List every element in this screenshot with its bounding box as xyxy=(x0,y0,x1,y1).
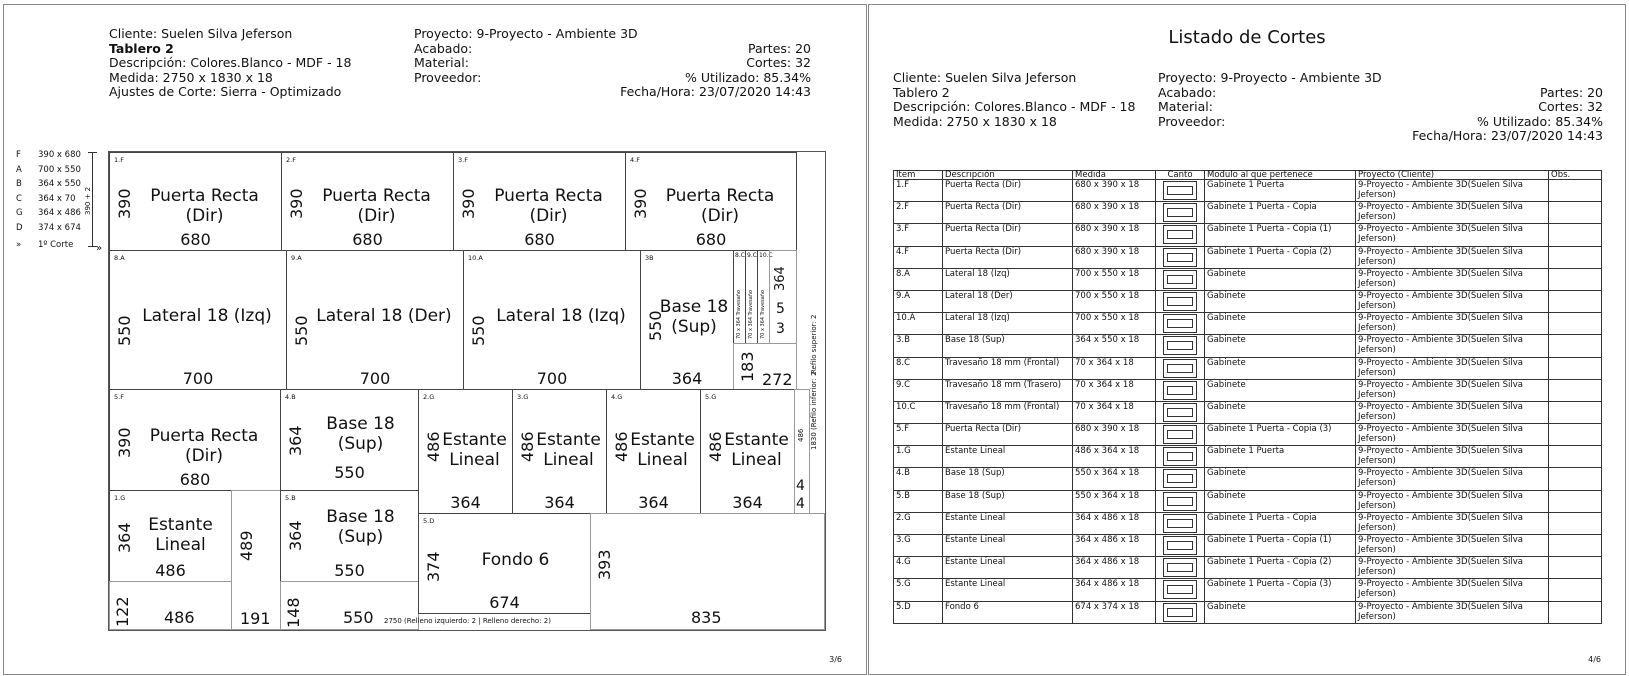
cell-notes xyxy=(1549,246,1602,268)
edge-diagram-icon xyxy=(1163,469,1197,488)
cell-notes xyxy=(1549,335,1602,357)
legend-item: D 374 x 674 xyxy=(16,222,81,233)
cell-notes xyxy=(1549,601,1602,623)
table-row[interactable] xyxy=(894,268,1602,290)
piece-1G[interactable]: 1.G 364 Estante Lineal 486 xyxy=(109,490,232,582)
cell-project: 9-Proyecto - Ambiente 3D(Suelen Silva Jeferson) xyxy=(1356,180,1549,202)
cuts-count: Cortes: 32 xyxy=(1538,99,1603,114)
offcut-364: 364 5 3 xyxy=(769,250,797,344)
offcut-835: 393 835 xyxy=(590,513,825,630)
cut-list-table xyxy=(893,170,1602,624)
offcut-272: 183 272 xyxy=(733,343,797,390)
cell-size: 364 x 486 x 18 xyxy=(1073,579,1156,601)
first-cut-dimension-line xyxy=(92,152,93,246)
cell-description: Travesaño 18 mm (Frontal) xyxy=(943,401,1073,423)
cell-description: Estante Lineal xyxy=(943,535,1073,557)
cell-notes xyxy=(1549,202,1602,224)
edge-diagram-icon xyxy=(1163,558,1197,577)
cell-item: 3.B xyxy=(894,335,943,357)
cell-size: 680 x 390 x 18 xyxy=(1073,202,1156,224)
cell-notes xyxy=(1549,268,1602,290)
cell-description: Puerta Recta (Dir) xyxy=(943,224,1073,246)
piece-8A[interactable]: 8.A 550 Lateral 18 (Izq) 700 xyxy=(109,250,287,390)
parts-count: Partes: 20 xyxy=(748,40,811,56)
client-line: Cliente: Suelen Silva Jeferson xyxy=(893,70,1077,85)
edge-diagram-icon xyxy=(1163,292,1197,311)
description-line: Descripción: Colores.Blanco - MDF - 18 xyxy=(893,99,1136,114)
table-row[interactable] xyxy=(894,468,1602,490)
piece-3G[interactable]: 3.G 486 Estante Lineal 364 xyxy=(512,389,607,514)
cut-list-page xyxy=(868,4,1626,675)
cell-notes xyxy=(1549,357,1602,379)
cell-project: 9-Proyecto - Ambiente 3D(Suelen Silva Jeferson) xyxy=(1356,313,1549,335)
cell-notes xyxy=(1549,557,1602,579)
cell-module: Gabinete xyxy=(1205,468,1356,490)
cell-description: Puerta Recta (Dir) xyxy=(943,246,1073,268)
edge-diagram-icon xyxy=(1163,248,1197,267)
piece-1F[interactable]: 1.F 390 Puerta Recta (Dir) 680 xyxy=(109,152,282,251)
cell-description: Puerta Recta (Dir) xyxy=(943,424,1073,446)
cell-description: Estante Lineal xyxy=(943,579,1073,601)
cell-item: 8.C xyxy=(894,357,943,379)
col-edge: Canto xyxy=(1156,171,1205,180)
piece-10C[interactable]: 10.C 70 x 364 Travesaño xyxy=(757,250,770,344)
size-line: Medida: 2750 x 1830 x 18 xyxy=(109,69,273,85)
table-row[interactable] xyxy=(894,313,1602,335)
cell-item: 4.F xyxy=(894,246,943,268)
piece-4B[interactable]: 4.B 364 Base 18 (Sup) 550 xyxy=(280,389,419,491)
cell-edge xyxy=(1156,579,1205,601)
cell-project: 9-Proyecto - Ambiente 3D(Suelen Silva Jeferson) xyxy=(1356,357,1549,379)
table-row[interactable] xyxy=(894,246,1602,268)
cell-project: 9-Proyecto - Ambiente 3D(Suelen Silva Jeferson) xyxy=(1356,446,1549,468)
cell-item: 9.A xyxy=(894,290,943,312)
cell-project: 9-Proyecto - Ambiente 3D(Suelen Silva Jeferson) xyxy=(1356,379,1549,401)
page-number: 3/6 xyxy=(829,655,842,664)
cell-edge xyxy=(1156,180,1205,202)
height-trim-caption: 1830 (Refilo inferior: 2 xyxy=(810,371,818,450)
edge-diagram-icon xyxy=(1163,181,1197,200)
supplier-line: Proveedor: xyxy=(1158,113,1226,129)
piece-2F[interactable]: 2.F 390 Puerta Recta (Dir) 680 xyxy=(281,152,454,251)
cell-size: 70 x 364 x 18 xyxy=(1073,357,1156,379)
cell-size: 700 x 550 x 18 xyxy=(1073,290,1156,312)
client-line: Cliente: Suelen Silva Jeferson xyxy=(109,26,293,41)
cell-module: Gabinete xyxy=(1205,290,1356,312)
cell-notes xyxy=(1549,401,1602,423)
table-row[interactable] xyxy=(894,202,1602,224)
dimension-tick xyxy=(88,152,97,153)
cell-item: 2.F xyxy=(894,202,943,224)
project-line: Proyecto: 9-Proyecto - Ambiente 3D xyxy=(414,26,638,41)
cell-edge xyxy=(1156,535,1205,557)
cell-edge xyxy=(1156,335,1205,357)
cell-module: Gabinete xyxy=(1205,601,1356,623)
table-row[interactable] xyxy=(894,579,1602,601)
table-row[interactable] xyxy=(894,490,1602,512)
table-row[interactable] xyxy=(894,224,1602,246)
first-cut-arrow-icon: » xyxy=(96,243,103,254)
cell-description: Travesaño 18 mm (Frontal) xyxy=(943,357,1073,379)
cell-notes xyxy=(1549,224,1602,246)
cell-module: Gabinete 1 Puerta - Copia (1) xyxy=(1205,224,1356,246)
piece-5F[interactable]: 5.F 390 Puerta Recta (Dir) 680 xyxy=(109,389,281,491)
cell-size: 550 x 364 x 18 xyxy=(1073,468,1156,490)
piece-5D[interactable]: 5.D 374 Fondo 6 674 xyxy=(418,513,591,614)
cell-item: 3.G xyxy=(894,535,943,557)
cell-edge xyxy=(1156,468,1205,490)
top-trim-caption: Refilo superior: 2 xyxy=(810,314,818,374)
cell-module: Gabinete xyxy=(1205,335,1356,357)
cell-project: 9-Proyecto - Ambiente 3D(Suelen Silva Jeferson) xyxy=(1356,246,1549,268)
cell-edge xyxy=(1156,601,1205,623)
cell-size: 550 x 364 x 18 xyxy=(1073,490,1156,512)
cell-module: Gabinete xyxy=(1205,268,1356,290)
cell-notes xyxy=(1549,535,1602,557)
finish-line: Acabado: xyxy=(414,40,473,56)
cell-project: 9-Proyecto - Ambiente 3D(Suelen Silva Jeferson) xyxy=(1356,335,1549,357)
cell-size: 680 x 390 x 18 xyxy=(1073,246,1156,268)
cell-project: 9-Proyecto - Ambiente 3D(Suelen Silva Jeferson) xyxy=(1356,557,1549,579)
usage-percent: % Utilizado: 85.34% xyxy=(1477,113,1603,129)
piece-3F[interactable]: 3.F 390 Puerta Recta (Dir) 680 xyxy=(453,152,626,251)
cell-project: 9-Proyecto - Ambiente 3D(Suelen Silva Jeferson) xyxy=(1356,290,1549,312)
cut-settings-line: Ajustes de Corte: Sierra - Optimizado xyxy=(109,84,342,99)
cell-size: 680 x 390 x 18 xyxy=(1073,224,1156,246)
edge-diagram-icon xyxy=(1163,603,1197,622)
cell-notes xyxy=(1549,468,1602,490)
piece-3B[interactable]: 3B 550 Base 18 (Sup) 364 xyxy=(640,250,734,390)
table-row[interactable] xyxy=(894,180,1602,202)
piece-8C[interactable]: 8.C 70 x 364 Travesaño xyxy=(733,250,746,344)
cell-description: Base 18 (Sup) xyxy=(943,490,1073,512)
col-size: Medida xyxy=(1073,171,1156,180)
cell-item: 1.G xyxy=(894,446,943,468)
cell-edge xyxy=(1156,446,1205,468)
piece-9A[interactable]: 9.A 550 Lateral 18 (Der) 700 xyxy=(286,250,464,390)
date-time: Fecha/Hora: 23/07/2020 14:43 xyxy=(620,84,811,99)
cell-project: 9-Proyecto - Ambiente 3D(Suelen Silva Jeferson) xyxy=(1356,424,1549,446)
cell-item: 8.A xyxy=(894,268,943,290)
legend-item: A 700 x 550 xyxy=(16,164,81,175)
cell-edge xyxy=(1156,268,1205,290)
table-row[interactable] xyxy=(894,601,1602,623)
legend-item: B 364 x 550 xyxy=(16,179,81,189)
col-project: Proyecto (Cliente) xyxy=(1356,171,1549,180)
cell-size: 680 x 390 x 18 xyxy=(1073,424,1156,446)
cell-edge xyxy=(1156,313,1205,335)
cell-notes xyxy=(1549,579,1602,601)
cell-description: Lateral 18 (Izq) xyxy=(943,268,1073,290)
cell-module: Gabinete 1 Puerta - Copia xyxy=(1205,512,1356,534)
cell-item: 5.B xyxy=(894,490,943,512)
cell-item: 4.G xyxy=(894,557,943,579)
cell-size: 364 x 486 x 18 xyxy=(1073,557,1156,579)
cell-edge xyxy=(1156,379,1205,401)
cell-project: 9-Proyecto - Ambiente 3D(Suelen Silva Jeferson) xyxy=(1356,468,1549,490)
cell-size: 700 x 550 x 18 xyxy=(1073,268,1156,290)
legend-item: G 364 x 486 xyxy=(16,208,81,218)
cut-list-body xyxy=(894,180,1602,624)
cell-module: Gabinete xyxy=(1205,401,1356,423)
cell-size: 364 x 550 x 18 xyxy=(1073,335,1156,357)
first-cut-dimension: 390 + 2 xyxy=(84,186,92,215)
edge-diagram-icon xyxy=(1163,403,1197,422)
cell-size: 364 x 486 x 18 xyxy=(1073,512,1156,534)
piece-10A[interactable]: 10.A 550 Lateral 18 (Izq) 700 xyxy=(463,250,641,390)
material-line: Material: xyxy=(414,55,469,70)
size-legend xyxy=(16,148,81,253)
cell-size: 70 x 364 x 18 xyxy=(1073,401,1156,423)
usage-percent: % Utilizado: 85.34% xyxy=(685,69,811,85)
cell-description: Travesaño 18 mm (Trasero) xyxy=(943,379,1073,401)
cell-notes xyxy=(1549,490,1602,512)
cell-size: 700 x 550 x 18 xyxy=(1073,313,1156,335)
cell-item: 3.F xyxy=(894,224,943,246)
cell-project: 9-Proyecto - Ambiente 3D(Suelen Silva Jeferson) xyxy=(1356,535,1549,557)
cell-project: 9-Proyecto - Ambiente 3D(Suelen Silva Jeferson) xyxy=(1356,224,1549,246)
cell-edge xyxy=(1156,557,1205,579)
table-row[interactable] xyxy=(894,512,1602,534)
width-trim-caption: 2750 (Relleno izquierdo: 2 | Relleno derecho: 2) xyxy=(384,617,551,625)
size-line: Medida: 2750 x 1830 x 18 xyxy=(893,113,1057,129)
cell-module: Gabinete 1 Puerta - Copia (2) xyxy=(1205,557,1356,579)
cell-size: 486 x 364 x 18 xyxy=(1073,446,1156,468)
cell-notes xyxy=(1549,180,1602,202)
cell-edge xyxy=(1156,401,1205,423)
table-row[interactable] xyxy=(894,290,1602,312)
table-row[interactable] xyxy=(894,424,1602,446)
board-title: Tablero 2 xyxy=(893,84,950,100)
material-line: Material: xyxy=(1158,99,1213,114)
cuts-count: Cortes: 32 xyxy=(746,55,811,70)
legend-item: F 390 x 680 xyxy=(16,150,81,160)
cell-module: Gabinete xyxy=(1205,379,1356,401)
edge-diagram-icon xyxy=(1163,225,1197,244)
cell-item: 10.A xyxy=(894,313,943,335)
cell-description: Base 18 (Sup) xyxy=(943,335,1073,357)
finish-line: Acabado: xyxy=(1158,84,1217,100)
cell-size: 364 x 486 x 18 xyxy=(1073,535,1156,557)
cell-description: Puerta Recta (Dir) xyxy=(943,180,1073,202)
edge-diagram-icon xyxy=(1163,336,1197,355)
board-title: Tablero 2 xyxy=(109,40,174,56)
edge-diagram-icon xyxy=(1163,536,1197,555)
cell-size: 674 x 374 x 18 xyxy=(1073,601,1156,623)
table-row[interactable] xyxy=(894,357,1602,379)
table-bottom-border xyxy=(894,623,1602,624)
cell-description: Estante Lineal xyxy=(943,512,1073,534)
cell-item: 5.D xyxy=(894,601,943,623)
page-number: 4/6 xyxy=(1588,655,1601,664)
offcut-486: 486 4 4 xyxy=(794,389,810,514)
col-description: Descripción xyxy=(943,171,1073,180)
cell-edge xyxy=(1156,246,1205,268)
cell-item: 10.C xyxy=(894,401,943,423)
cell-project: 9-Proyecto - Ambiente 3D(Suelen Silva Jeferson) xyxy=(1356,512,1549,534)
table-row[interactable] xyxy=(894,535,1602,557)
cell-item: 1.F xyxy=(894,180,943,202)
edge-diagram-icon xyxy=(1163,314,1197,333)
cell-module: Gabinete xyxy=(1205,490,1356,512)
edge-diagram-icon xyxy=(1163,203,1197,222)
edge-diagram-icon xyxy=(1163,425,1197,444)
table-row[interactable] xyxy=(894,557,1602,579)
cell-edge xyxy=(1156,424,1205,446)
cell-module: Gabinete 1 Puerta xyxy=(1205,446,1356,468)
cell-project: 9-Proyecto - Ambiente 3D(Suelen Silva Jeferson) xyxy=(1356,579,1549,601)
edge-diagram-icon xyxy=(1163,381,1197,400)
cell-description: Base 18 (Sup) xyxy=(943,468,1073,490)
cell-description: Estante Lineal xyxy=(943,557,1073,579)
cutting-board xyxy=(108,151,826,631)
table-row[interactable] xyxy=(894,379,1602,401)
cell-project: 9-Proyecto - Ambiente 3D(Suelen Silva Jeferson) xyxy=(1356,490,1549,512)
cell-item: 5.G xyxy=(894,579,943,601)
cell-item: 9.C xyxy=(894,379,943,401)
cell-item: 5.F xyxy=(894,424,943,446)
cell-notes xyxy=(1549,424,1602,446)
cell-module: Gabinete 1 Puerta - Copia (2) xyxy=(1205,246,1356,268)
cell-description: Puerta Recta (Dir) xyxy=(943,202,1073,224)
table-row[interactable] xyxy=(894,335,1602,357)
offcut-148: 148 550 xyxy=(280,581,419,630)
offcut-122: 122 486 xyxy=(109,581,232,630)
supplier-line: Proveedor: xyxy=(414,69,482,85)
edge-diagram-icon xyxy=(1163,514,1197,533)
cell-description: Fondo 6 xyxy=(943,601,1073,623)
legend-item: » 1º Corte xyxy=(16,240,74,250)
cell-notes xyxy=(1549,379,1602,401)
cell-module: Gabinete 1 Puerta - Copia (3) xyxy=(1205,579,1356,601)
offcut-489: 489 191 xyxy=(231,490,281,630)
cell-module: Gabinete 1 Puerta - Copia xyxy=(1205,202,1356,224)
cell-edge xyxy=(1156,202,1205,224)
cutting-plan-page xyxy=(3,4,867,675)
col-module: Modulo al que pertenece xyxy=(1205,171,1356,180)
piece-4G[interactable]: 4.G 486 Estante Lineal 364 xyxy=(606,389,701,514)
cell-module: Gabinete 1 Puerta xyxy=(1205,180,1356,202)
cell-edge xyxy=(1156,512,1205,534)
cell-size: 70 x 364 x 18 xyxy=(1073,379,1156,401)
cell-project: 9-Proyecto - Ambiente 3D(Suelen Silva Jeferson) xyxy=(1356,601,1549,623)
edge-diagram-icon xyxy=(1163,270,1197,289)
cell-item: 4.B xyxy=(894,468,943,490)
cell-module: Gabinete xyxy=(1205,357,1356,379)
cell-description: Lateral 18 (Izq) xyxy=(943,313,1073,335)
cell-project: 9-Proyecto - Ambiente 3D(Suelen Silva Jeferson) xyxy=(1356,268,1549,290)
cell-size: 680 x 390 x 18 xyxy=(1073,180,1156,202)
edge-diagram-icon xyxy=(1163,359,1197,378)
col-notes: Obs. xyxy=(1549,171,1602,180)
cell-edge xyxy=(1156,224,1205,246)
description-line: Descripción: Colores.Blanco - MDF - 18 xyxy=(109,55,352,70)
cell-description: Estante Lineal xyxy=(943,446,1073,468)
col-item: Item xyxy=(894,171,943,180)
table-row[interactable] xyxy=(894,446,1602,468)
piece-5B[interactable]: 5.B 364 Base 18 (Sup) 550 xyxy=(280,490,419,582)
piece-2G[interactable]: 2.G 486 Estante Lineal 364 xyxy=(418,389,513,514)
cell-module: Gabinete xyxy=(1205,313,1356,335)
legend-item: C 364 x 70 xyxy=(16,193,76,204)
cell-notes xyxy=(1549,290,1602,312)
cell-project: 9-Proyecto - Ambiente 3D(Suelen Silva Jeferson) xyxy=(1356,401,1549,423)
parts-count: Partes: 20 xyxy=(1540,84,1603,100)
table-row[interactable] xyxy=(894,401,1602,423)
edge-diagram-icon xyxy=(1163,580,1197,599)
cell-notes xyxy=(1549,446,1602,468)
cell-module: Gabinete 1 Puerta - Copia (1) xyxy=(1205,535,1356,557)
piece-5G[interactable]: 5.G 486 Estante Lineal 364 xyxy=(700,389,795,514)
piece-9C[interactable]: 9.C 70 x 364 Travesaño xyxy=(745,250,758,344)
cell-edge xyxy=(1156,290,1205,312)
cell-edge xyxy=(1156,490,1205,512)
cell-description: Lateral 18 (Der) xyxy=(943,290,1073,312)
piece-4F[interactable]: 4.F 390 Puerta Recta (Dir) 680 xyxy=(625,152,797,251)
page-title: Listado de Cortes xyxy=(1168,27,1326,48)
edge-diagram-icon xyxy=(1163,492,1197,511)
cell-project: 9-Proyecto - Ambiente 3D(Suelen Silva Jeferson) xyxy=(1356,202,1549,224)
cell-item: 2.G xyxy=(894,512,943,534)
edge-diagram-icon xyxy=(1163,447,1197,466)
date-time: Fecha/Hora: 23/07/2020 14:43 xyxy=(1412,128,1603,143)
cell-module: Gabinete 1 Puerta - Copia (3) xyxy=(1205,424,1356,446)
table-header-row xyxy=(894,171,1602,180)
cell-notes xyxy=(1549,313,1602,335)
cell-notes xyxy=(1549,512,1602,534)
project-line: Proyecto: 9-Proyecto - Ambiente 3D xyxy=(1158,70,1382,85)
cell-edge xyxy=(1156,357,1205,379)
